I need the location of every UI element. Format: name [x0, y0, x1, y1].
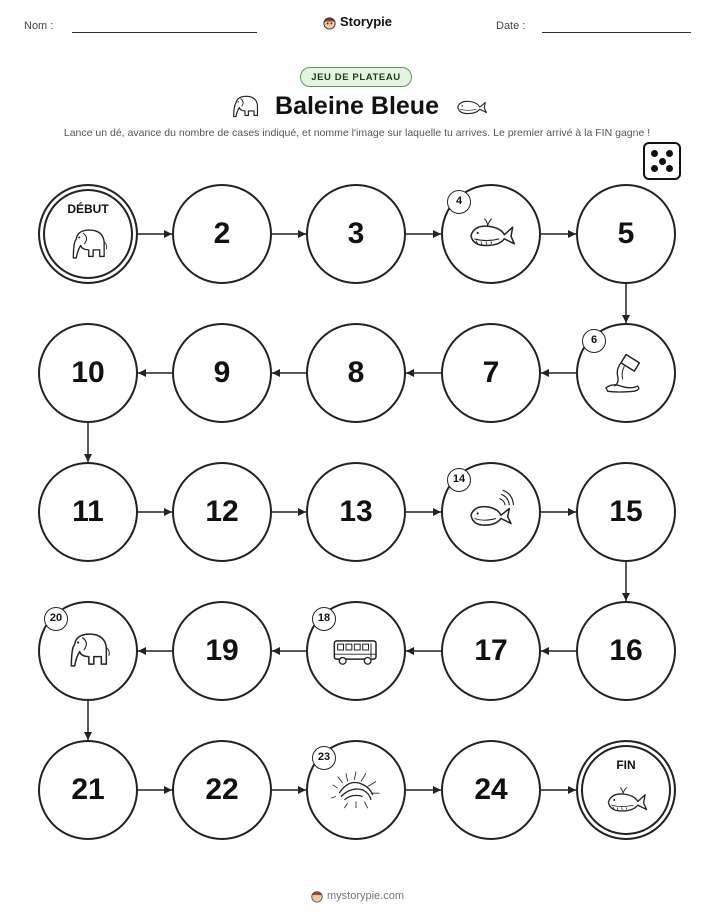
- cell-number-badge: 23: [312, 746, 336, 770]
- path-arrow-head: [164, 786, 172, 794]
- board-cell-15: [576, 462, 676, 562]
- cell-number: 24: [474, 773, 508, 806]
- board-cell-21: [38, 740, 138, 840]
- board-cell-8: [306, 323, 406, 423]
- path-arrow-head: [164, 230, 172, 238]
- whale-icon: [466, 208, 516, 258]
- cell-number: 10: [71, 356, 105, 389]
- board-cell-7: [441, 323, 541, 423]
- footer-url: mystorypie.com: [326, 889, 405, 902]
- path-arrow-head: [541, 369, 549, 377]
- finish-cell: [576, 740, 676, 840]
- path-arrow-head: [541, 647, 549, 655]
- path-arrow-head: [568, 230, 576, 238]
- start-cell: [38, 184, 138, 284]
- page-title: Baleine Bleue: [275, 92, 439, 120]
- board-cell-20: [38, 601, 138, 701]
- board-cell-18: [306, 601, 406, 701]
- cell-number: 5: [617, 217, 635, 250]
- path-arrow-head: [298, 230, 306, 238]
- cell-number: 15: [609, 495, 643, 528]
- board-cell-24: [441, 740, 541, 840]
- path-arrow-head: [84, 732, 92, 740]
- board-cell-14: [441, 462, 541, 562]
- path-arrow-head: [138, 369, 146, 377]
- path-arrow-head: [406, 647, 414, 655]
- path-arrow-head: [433, 508, 441, 516]
- brand-name: Storypie: [339, 14, 392, 29]
- pouring-water-icon: [601, 347, 651, 397]
- path-arrow-head: [406, 369, 414, 377]
- path-arrow-head: [272, 647, 280, 655]
- cell-number-badge: 14: [447, 468, 471, 492]
- board-cell-5: [576, 184, 676, 284]
- date-label: Date :: [496, 20, 526, 32]
- instructions: Lance un dé, avance du nombre de cases indiqué, et nomme l'image sur laquelle tu arrives. Le premier arrivé à la FIN gagne !: [63, 127, 651, 139]
- path-arrow-head: [164, 508, 172, 516]
- cell-number: 17: [474, 634, 508, 667]
- cell-number: 16: [609, 634, 643, 667]
- cell-number: 8: [347, 356, 365, 389]
- cell-number: 21: [71, 773, 105, 806]
- path-arrow-head: [433, 230, 441, 238]
- path-arrow-head: [84, 454, 92, 462]
- path-arrow-head: [568, 508, 576, 516]
- board-cell-16: [576, 601, 676, 701]
- cell-number: 3: [347, 217, 365, 250]
- board-cell-3: [306, 184, 406, 284]
- storypie-logo-icon: [310, 889, 324, 903]
- cell-number: 7: [482, 356, 500, 389]
- path-arrow-head: [298, 786, 306, 794]
- board-cell-4: [441, 184, 541, 284]
- board-cell-10: [38, 323, 138, 423]
- path-arrow-head: [622, 593, 630, 601]
- cell-number: 13: [339, 495, 373, 528]
- board-cell-9: [172, 323, 272, 423]
- board-cell-2: [172, 184, 272, 284]
- krill-icon: [331, 764, 381, 814]
- cell-number: 22: [205, 773, 239, 806]
- board-cell-12: [172, 462, 272, 562]
- board-cell-23: [306, 740, 406, 840]
- path-arrow-head: [298, 508, 306, 516]
- cell-label: DÉBUT: [67, 202, 109, 216]
- board-cell-22: [172, 740, 272, 840]
- board-cell-6: [576, 323, 676, 423]
- cell-number-badge: 4: [447, 190, 471, 214]
- board-cell-17: [441, 601, 541, 701]
- elephant-icon: [63, 625, 113, 675]
- cell-number-badge: 18: [312, 607, 336, 631]
- school-bus-icon: [331, 625, 381, 675]
- cell-number: 12: [205, 495, 239, 528]
- game-type-badge: JEU DE PLATEAU: [300, 67, 412, 87]
- footer: [0, 889, 714, 903]
- name-label: Nom :: [24, 20, 54, 32]
- cell-number-badge: 6: [582, 329, 606, 353]
- path-arrow-head: [138, 647, 146, 655]
- path-arrow-head: [433, 786, 441, 794]
- cell-number: 9: [213, 356, 231, 389]
- cell-number: 19: [205, 634, 239, 667]
- board-cell-11: [38, 462, 138, 562]
- path-arrow-head: [622, 315, 630, 323]
- whale-icon: [604, 778, 648, 822]
- singing-whale-icon: [466, 486, 516, 536]
- cell-label: FIN: [616, 758, 636, 772]
- board-cell-13: [306, 462, 406, 562]
- cell-number: 2: [213, 217, 231, 250]
- cell-number: 11: [72, 495, 104, 528]
- elephant-icon: [66, 222, 110, 266]
- path-arrow-head: [568, 786, 576, 794]
- board-cell-19: [172, 601, 272, 701]
- cell-number-badge: 20: [44, 607, 68, 631]
- path-arrow-head: [272, 369, 280, 377]
